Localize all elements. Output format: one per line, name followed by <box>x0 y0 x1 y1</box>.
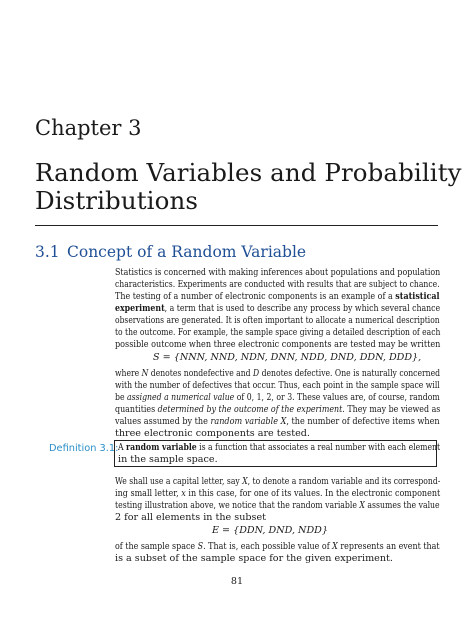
math-symbol: S <box>197 541 204 552</box>
text-line: three electronic components are tested. <box>115 428 310 439</box>
text-line: characteristics. Experiments are conducted with results that are subject to chance. <box>115 279 440 290</box>
text-line: to the outcome. For example, the sample space giving a detailed description of each <box>115 327 441 338</box>
bold-term: experiment <box>115 303 165 314</box>
text-run: be <box>115 392 128 403</box>
text-run: , a term that is used to describe any process by which several chance <box>164 303 441 314</box>
text-run: The testing of a number of electronic components is an example of a <box>115 291 396 302</box>
text-line <box>115 303 440 315</box>
text-line <box>115 416 440 428</box>
text-run: . They may be viewed as <box>342 404 441 415</box>
chapter-title-continued: Distributions <box>35 186 198 215</box>
text-run: , to denote a random variable and its correspond- <box>247 476 441 487</box>
text-line <box>115 368 440 380</box>
text-line <box>115 541 440 553</box>
text-run: denotes defective. One is naturally concerned <box>259 368 441 379</box>
text-run: denotes nondefective and <box>148 368 254 379</box>
text-line: with the number of defectives that occur. Thus, each point in the sample space will <box>115 380 440 391</box>
subset-equation: E = {DDN, DND, NDD} <box>212 525 328 536</box>
section-number: 3.1 <box>35 243 60 261</box>
text-run: . That is, each possible value of <box>203 541 333 552</box>
math-symbol: D <box>253 368 260 379</box>
text-run: A <box>118 442 127 453</box>
text-run: where <box>115 368 142 379</box>
definition-label: Definition 3.1: <box>49 443 119 454</box>
chapter-label: Chapter 3 <box>35 116 142 140</box>
title-rule <box>35 225 438 226</box>
text-run: represents an event that <box>337 541 440 552</box>
italic-phrase: assigned a numerical value <box>127 392 235 403</box>
page-number: 81 <box>230 576 244 587</box>
text-run: values assumed by the <box>115 416 211 427</box>
text-line: observations are generated. It is often important to allocate a numerical description <box>115 315 440 326</box>
text-line <box>115 488 440 500</box>
chapter-title: Random Variables and Probability <box>35 158 462 187</box>
math-symbol: X <box>242 476 248 487</box>
math-symbol: N <box>141 368 149 379</box>
text-line <box>115 392 440 404</box>
text-line <box>115 404 440 416</box>
text-run: is a function that associates a real number with each element <box>196 442 441 453</box>
math-symbol: X <box>359 500 365 511</box>
italic-phrase: random variable X <box>210 416 287 427</box>
text-run: testing illustration above, we notice that the random variable <box>115 500 360 511</box>
text-run: ing small letter, <box>115 488 182 499</box>
text-line <box>115 500 440 512</box>
definition-text: in the sample space. <box>118 454 218 465</box>
bold-term: random variable <box>126 442 197 453</box>
text-run: assumes the value <box>364 500 440 511</box>
text-run: , the number of defective items when <box>286 416 440 427</box>
text-run: of the sample space <box>115 541 198 552</box>
bold-term: statistical <box>395 291 440 302</box>
text-line: 2 for all elements in the subset <box>115 512 266 523</box>
text-line <box>115 476 440 488</box>
text-line <box>115 291 440 303</box>
italic-phrase: determined by the outcome of the experiment <box>157 404 343 415</box>
text-run: quantities <box>115 404 158 415</box>
math-symbol: X <box>332 541 338 552</box>
section-title: Concept of a Random Variable <box>67 243 307 261</box>
text-line: possible outcome when three electronic components are tested may be written <box>115 339 441 350</box>
math-symbol: x <box>181 488 186 499</box>
sample-space-equation: S = {NNN, NND, NDN, DNN, NDD, DND, DDN, DDD}, <box>153 352 422 363</box>
text-run: We shall use a capital letter, say <box>115 476 243 487</box>
text-line: is a subset of the sample space for the given experiment. <box>115 553 393 564</box>
text-run: of 0, 1, 2, or 3. These values are, of course, random <box>234 392 440 403</box>
text-line: Statistics is concerned with making inferences about populations and population <box>115 267 441 278</box>
text-run: in this case, for one of its values. In the electronic component <box>185 488 441 499</box>
definition-text <box>118 442 440 454</box>
